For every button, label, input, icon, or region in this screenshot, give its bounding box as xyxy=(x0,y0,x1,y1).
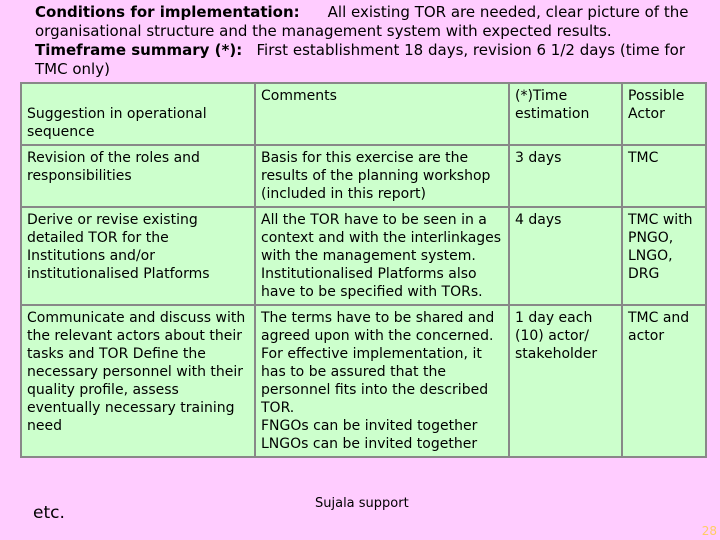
table-cell: TMC and actor xyxy=(622,305,706,457)
table-row xyxy=(21,207,706,305)
timeframe-line xyxy=(35,41,705,79)
table-cell: The terms have to be shared and agreed upon with the concerned. For effective implementation, it has to be assured that the personnel fits into the described TOR. FNGOs can be invited together LNGOs can be invited together xyxy=(255,305,509,457)
conditions-line xyxy=(35,3,705,41)
table-cell: 3 days xyxy=(509,145,622,207)
table-cell: Revision of the roles and responsibilities xyxy=(21,145,255,207)
support-label: Sujala support xyxy=(315,496,409,511)
header-cell-time: (*)Time estimation xyxy=(509,83,622,145)
slide-number: 28 xyxy=(701,524,717,538)
table-cell: Basis for this exercise are the results of the planning workshop (included in this report) xyxy=(255,145,509,207)
table-row xyxy=(21,145,706,207)
table-cell: 4 days xyxy=(509,207,622,305)
timeframe-text: First establishment 18 days, revision 6 1/2 days (time for TMC only) xyxy=(35,41,685,78)
header-cell-comments: Comments xyxy=(255,83,509,145)
table-cell: 1 day each (10) actor/ stakeholder xyxy=(509,305,622,457)
header-cell-actor: Possible Actor xyxy=(622,83,706,145)
header-cell-suggestion: Suggestion in operational sequence xyxy=(21,83,255,145)
header-block xyxy=(35,3,705,79)
table-cell: All the TOR have to be seen in a context and with the interlinkages with the management system. Institutionalised Platforms also have to be specified with TORs. xyxy=(255,207,509,305)
operations-table xyxy=(20,82,707,458)
table-cell: Derive or revise existing detailed TOR for the Institutions and/or institutionalised Platforms xyxy=(21,207,255,305)
table-row xyxy=(21,305,706,457)
conditions-label: Conditions for implementation: xyxy=(35,3,300,21)
table-cell: Communicate and discuss with the relevant actors about their tasks and TOR Define the necessary personnel with their quality profile, assess eventually necessary training need xyxy=(21,305,255,457)
table-cell: TMC xyxy=(622,145,706,207)
table-header-row xyxy=(21,83,706,145)
timeframe-label: Timeframe summary (*): xyxy=(35,41,243,59)
conditions-text: All existing TOR are needed, clear picture of the organisational structure and the management system with expected results. xyxy=(35,3,689,40)
etc-label: etc. xyxy=(33,503,65,523)
table-cell: TMC with PNGO, LNGO, DRG xyxy=(622,207,706,305)
